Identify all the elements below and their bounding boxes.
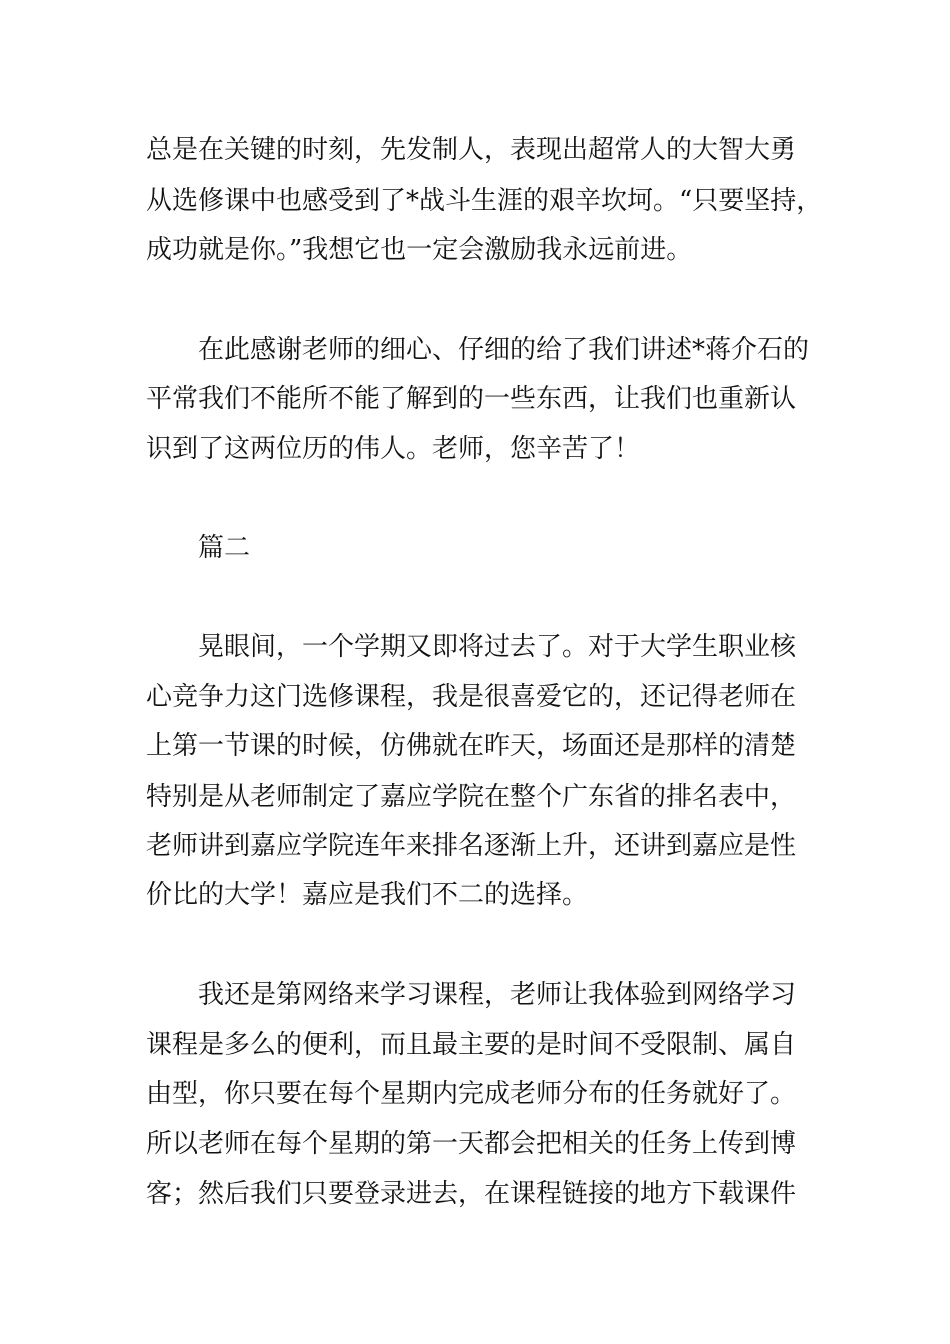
paragraph-3-line-4: 特别是从老师制定了嘉应学院在整个广东省的排名表中， bbox=[146, 782, 797, 812]
paragraph-4-line-3: 由型，你只要在每个星期内完成老师分布的任务就好了。 bbox=[146, 1079, 797, 1109]
paragraph-3-line-6: 价比的大学！嘉应是我们不二的选择。 bbox=[146, 880, 589, 910]
paragraph-3-line-1: 晃眼间，一个学期又即将过去了。对于大学生职业核 bbox=[198, 632, 797, 662]
paragraph-2-line-3: 识到了这两位历的伟人。老师，您辛苦了！ bbox=[146, 434, 641, 464]
paragraph-3-line-5: 老师讲到嘉应学院连年来排名逐渐上升，还讲到嘉应是性 bbox=[146, 831, 797, 861]
paragraph-2-line-2: 平常我们不能所不能了解到的一些东西，让我们也重新认 bbox=[146, 384, 797, 414]
paragraph-1-line-2: 从选修课中也感受到了*战斗生涯的艰辛坎坷。“只要坚持， bbox=[146, 186, 823, 216]
paragraph-1-line-1: 总是在关键的时刻，先发制人，表现出超常人的大智大勇 bbox=[146, 135, 797, 165]
paragraph-3-line-2: 心竞争力这门选修课程，我是很喜爱它的，还记得老师在 bbox=[146, 682, 797, 712]
paragraph-4-line-4: 所以老师在每个星期的第一天都会把相关的任务上传到博 bbox=[146, 1129, 797, 1159]
paragraph-4-line-5: 客；然后我们只要登录进去，在课程链接的地方下载课件 bbox=[146, 1179, 797, 1209]
paragraph-2-line-1: 在此感谢老师的细心、仔细的给了我们讲述*蒋介石的 bbox=[198, 335, 810, 365]
paragraph-4-line-1: 我还是第网络来学习课程，老师让我体验到网络学习 bbox=[198, 980, 797, 1010]
section-heading: 篇二 bbox=[198, 533, 251, 563]
paragraph-1-line-3: 成功就是你。”我想它也一定会激励我永远前进。 bbox=[146, 235, 693, 265]
paragraph-4-line-2: 课程是多么的便利，而且最主要的是时间不受限制、属自 bbox=[146, 1030, 797, 1060]
paragraph-3-line-3: 上第一节课的时候，仿佛就在昨天，场面还是那样的清楚 bbox=[146, 731, 797, 761]
